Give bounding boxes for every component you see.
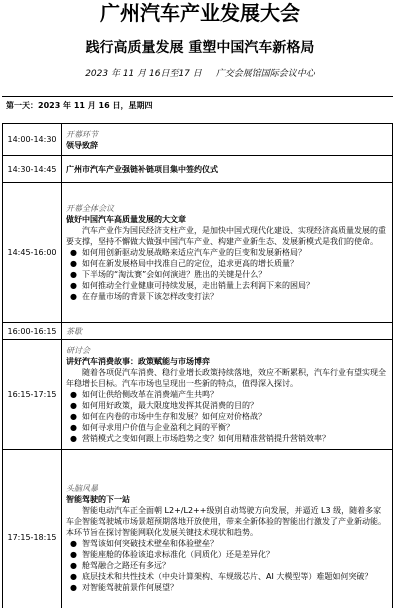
schedule-row	[3, 340, 393, 450]
schedule-content	[62, 450, 393, 608]
question-text: 如何在内卷的市场中生存和发展？如何应对价格战？	[82, 412, 266, 421]
session-title: 领导致辞	[66, 140, 98, 150]
schedule-content	[62, 323, 393, 340]
question-item	[66, 411, 389, 422]
bullet-icon: ●	[70, 571, 77, 581]
schedule-time: 17:15-18:15	[3, 450, 62, 608]
bullet-icon: ●	[70, 281, 77, 290]
bullet-icon: ●	[70, 270, 77, 279]
event-date: 2023 年 11 月 16日至17 日	[85, 69, 202, 79]
bullet-icon: ●	[70, 412, 77, 421]
schedule-time: 16:15-17:15	[3, 340, 62, 450]
session-type: 开幕环节	[66, 129, 98, 139]
question-text: 下半场的“淘汰赛”会如何演进？胜出的关键是什么？	[82, 270, 267, 279]
question-item	[66, 258, 389, 269]
schedule-time: 14:45-16:00	[3, 183, 62, 323]
question-item	[66, 538, 389, 549]
schedule-content	[62, 183, 393, 323]
schedule-row	[3, 323, 393, 340]
question-item	[66, 280, 389, 291]
question-list	[66, 538, 389, 593]
question-item	[66, 291, 389, 302]
schedule-row	[3, 183, 393, 323]
bullet-icon: ●	[70, 292, 77, 301]
question-text: 舱驾融合之路还有多远？	[82, 560, 170, 570]
event-venue: 广交会展馆国际会议中心	[215, 69, 315, 79]
session-title: 广州市汽车产业强链补链项目集中签约仪式	[66, 164, 218, 174]
question-item	[66, 422, 389, 433]
question-text: 如何寻求用户价值与企业盈利之间的平衡？	[82, 423, 234, 432]
question-item	[66, 400, 389, 411]
session-type: 研讨会	[66, 346, 90, 355]
session-type: 茶歇	[66, 326, 82, 336]
question-text: 底层技术和共性技术（中央计算架构、车规级芯片、AI 大模型等）难题如何突破？	[82, 571, 373, 581]
question-item	[66, 549, 389, 560]
question-item	[66, 582, 389, 593]
session-title: 智能驾驶的下一站	[66, 494, 130, 504]
question-item	[66, 433, 389, 444]
schedule-time: 14:30-14:45	[3, 156, 62, 183]
bullet-icon: ●	[70, 434, 77, 443]
question-text: 营销模式之变如何跟上市场趋势之变？如何用精准营销提升营销效率？	[82, 434, 330, 443]
schedule-row	[3, 156, 393, 183]
question-text: 在存量市场的背景下该怎样改变打法？	[82, 292, 218, 301]
schedule-content	[62, 156, 393, 183]
bullet-icon: ●	[70, 259, 77, 268]
question-text: 如何推动全行业健康可持续发展，走出销量上去利润下来的困局？	[82, 281, 314, 290]
bullet-icon: ●	[70, 582, 77, 592]
schedule-content	[62, 124, 393, 156]
bullet-icon: ●	[70, 248, 77, 257]
question-list	[66, 247, 389, 302]
session-title: 做好中国汽车高质量发展的大文章	[66, 215, 186, 224]
question-text: 如何让供给侧改革在消费端产生共鸣？	[82, 390, 218, 399]
question-item	[66, 269, 389, 280]
event-subtitle: 践行高质量发展 重塑中国汽车新格局	[85, 40, 315, 56]
bullet-icon: ●	[70, 538, 77, 548]
schedule-body	[3, 124, 393, 608]
schedule-row	[3, 450, 393, 608]
question-text: 对智能驾驶前景作何展望？	[82, 582, 178, 592]
bullet-icon: ●	[70, 390, 77, 399]
question-text: 智驾该如何突破技术壁垒和体验壁垒？	[82, 538, 218, 548]
session-description: 随着各项促汽车消费、稳行业增长政策持续落地，效应不断累积，汽车行业有望实现全年稳增长目标。汽车市场也呈现出一些新的特点，值得深入探讨。	[66, 368, 386, 388]
session-title: 讲好汽车消费故事：政策赋能与市场博弈	[66, 357, 210, 366]
session-type: 头脑风暴	[66, 483, 98, 493]
event-title: 广州汽车产业发展大会	[100, 1, 300, 25]
bullet-icon: ●	[70, 560, 77, 570]
schedule-table	[2, 123, 393, 608]
bullet-icon: ●	[70, 549, 77, 559]
schedule-row	[3, 124, 393, 156]
question-list	[66, 389, 389, 444]
bullet-icon: ●	[70, 401, 77, 410]
session-description: 智能电动汽车正全面朝 L2+/L2++级别自动驾驶方向发展，并逼近 L3 级，随着多家车企智能驾驶城市场景超预期落地开放使用，带来全新体验的智能出行激发了产业新动能。本环节旨在探讨智能网联化发展关键技术现状和趋势。	[66, 505, 386, 537]
question-item	[66, 571, 389, 582]
question-text: 如何用创新驱动发展战略来适应汽车产业的巨变和发展新格局？	[82, 248, 306, 257]
question-item	[66, 560, 389, 571]
event-dateline	[0, 68, 400, 80]
question-text: 如何用好政策，最大限度地发挥其促消费的目的？	[82, 401, 258, 410]
schedule-time: 16:00-16:15	[3, 323, 62, 340]
question-item	[66, 247, 389, 258]
schedule-content	[62, 340, 393, 450]
question-text: 如何在新发展格局中找准自己的定位，追求更高的增长质量？	[82, 259, 298, 268]
bullet-icon: ●	[70, 423, 77, 432]
question-item	[66, 389, 389, 400]
day-header: 第一天：2023 年 11 月 16 日，星期四	[2, 96, 393, 115]
schedule-time: 14:00-14:30	[3, 124, 62, 156]
session-description: 汽车产业作为国民经济支柱产业，是加快中国式现代化建设、实现经济高质量发展的重要支撑，坚持不懈做大做强中国汽车产业、构建产业新生态、发展新模式是我们的使命。	[66, 226, 386, 246]
question-text: 智能座舱的体验该追求标准化（同质化）还是差异化？	[82, 549, 274, 559]
session-type: 开幕全体会议	[66, 204, 114, 213]
